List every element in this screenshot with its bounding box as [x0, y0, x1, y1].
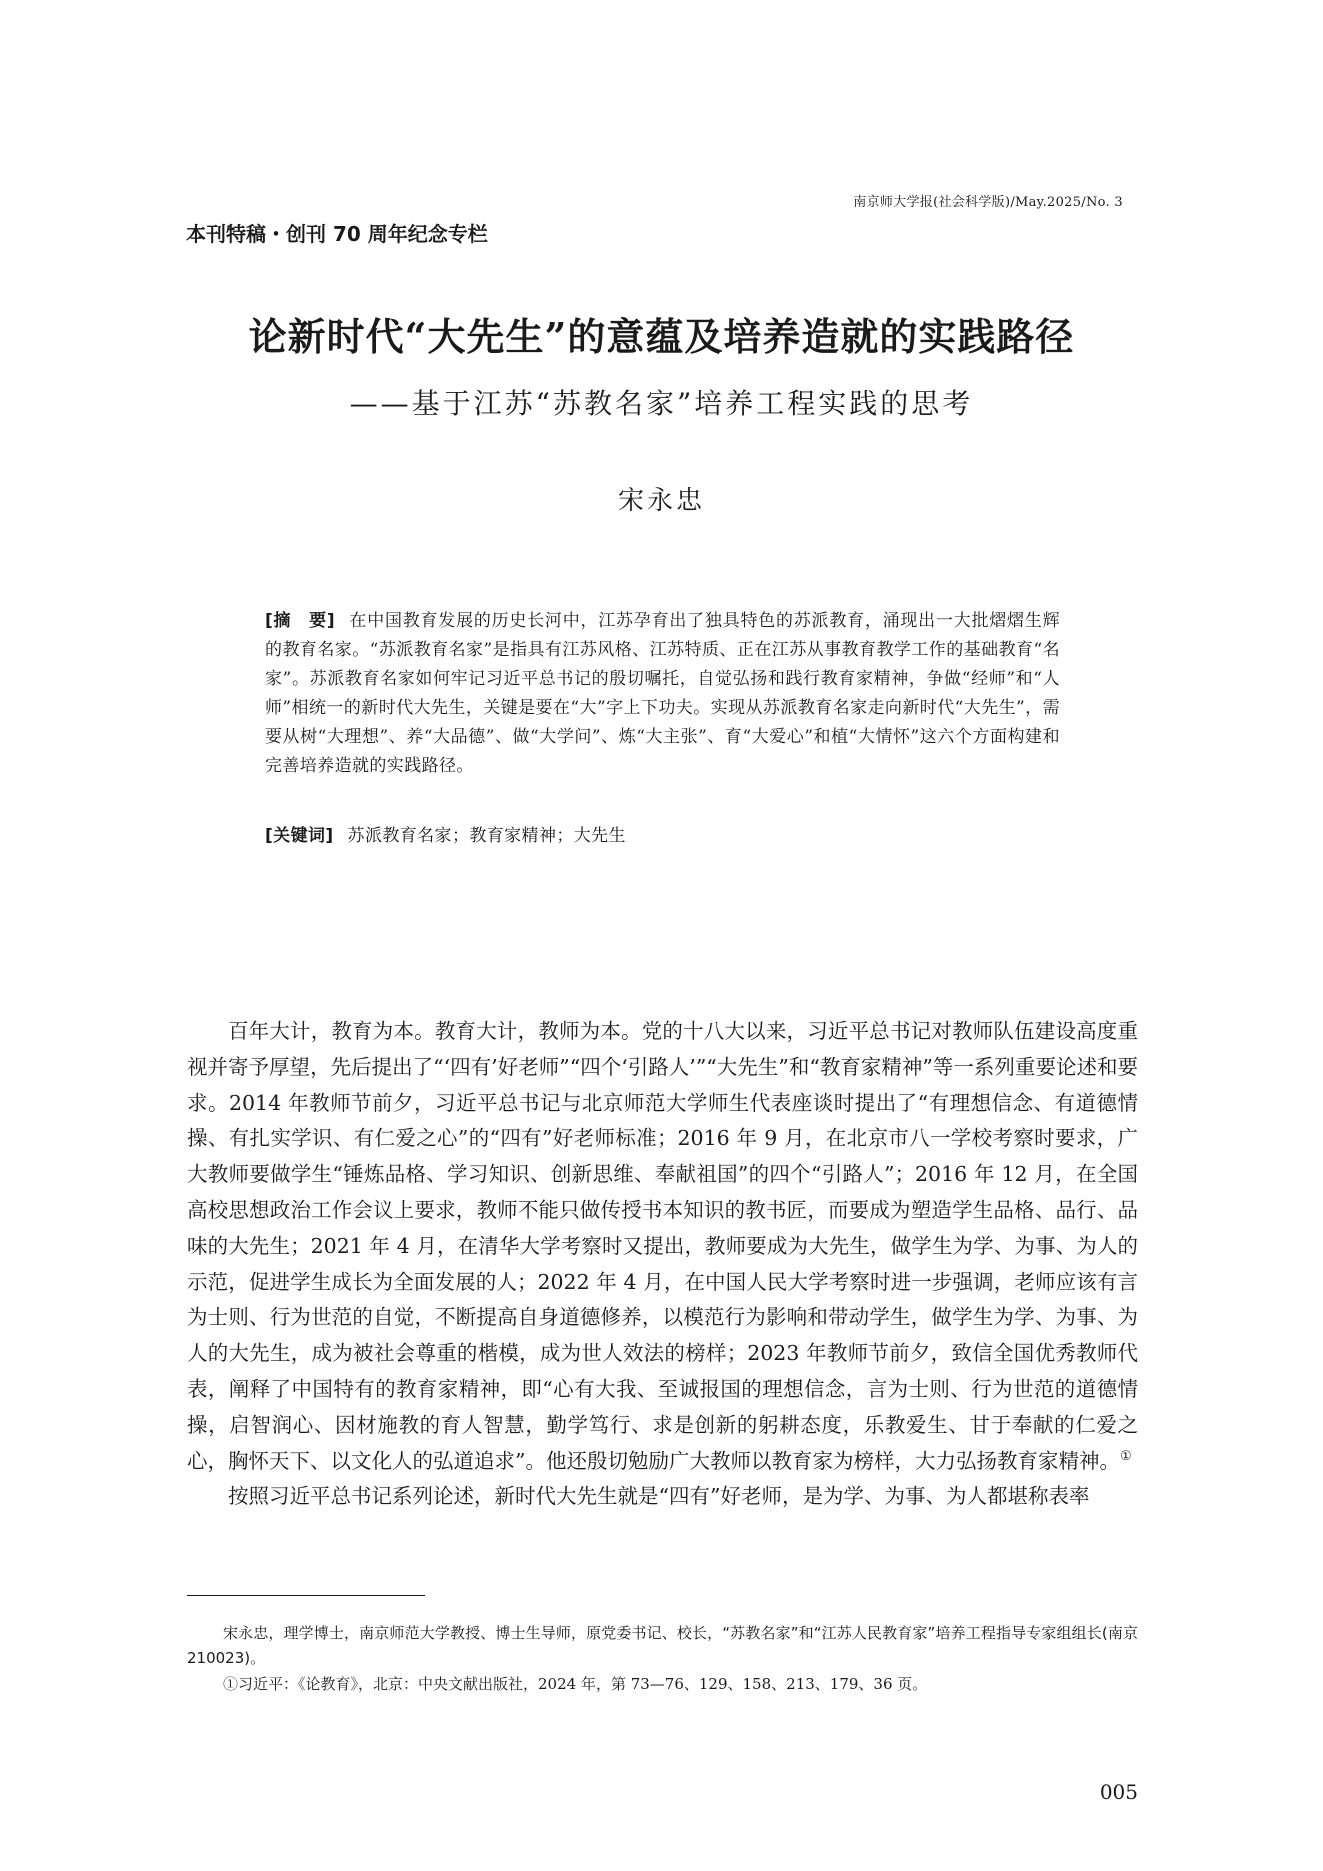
keywords — [265, 822, 1060, 851]
footnote-marker: ① — [1119, 1448, 1132, 1464]
footnote-divider — [187, 1595, 425, 1596]
journal-header: 南京师大学报(社会科学版)/May.2025/No. 3 — [853, 195, 1123, 210]
body-paragraph — [187, 1479, 1138, 1515]
keywords-text: 苏派教育名家；教育家精神；大先生 — [347, 826, 626, 846]
abstract-label: [摘 要] — [265, 611, 336, 631]
abstract-text: 在中国教育发展的历史长河中，江苏孕育出了独具特色的苏派教育，涌现出一大批熠熠生辉的教育名家。“苏派教育名家”是指具有江苏风格、江苏特质、正在江苏从事教育教学工作的基础教育“名家”。苏派教育名家如何牢记习近平总书记的殷切嘱托，自觉弘扬和践行教育家精神，争做“经师”和“人师”相统一的新时代大先生，关键是要在“大”字上下功夫。实现从苏派教育名家走向新时代“大先生”，需要从树“大理想”、养“大品德”、做“大学问”、炼“大主张”、育“大爱心”和植“大情怀”这六个方面构建和完善培养造就的实践路径。 — [265, 611, 1061, 776]
paragraph-2-text: 按照习近平总书记系列论述，新时代大先生就是“四有”好老师，是为学、为事、为人都堪称表率 — [228, 1484, 1090, 1509]
paragraph-1-text: 百年大计，教育为本。教育大计，教师为本。党的十八大以来，习近平总书记对教师队伍建设高度重视并寄予厚望，先后提出了“‘四有’好老师”“四个‘引路人’”“大先生”和“教育家精神”等一系列重要论述和要求。2014 年教师节前夕，习近平总书记与北京师范大学师生代表座谈时提出了“有理想信念、有道德情操、有扎实学识、有仁爱之心”的“四有”好老师标准；2016 年 9 月，在北京市八一学校考察时要求，广大教师要做学生“锤炼品格、学习知识、创新思维、奉献祖国”的四个“引路人”；2016 年 12 月，在全国高校思想政治工作会议上要求，教师不能只做传授书本知识的教书匠，而要成为塑造学生品格、品行、品味的大先生；2021 年 4 月，在清华大学考察时又提出，教师要成为大先生，做学生为学、为事、为人的示范，促进学生成长为全面发展的人；2022 年 4 月，在中国人民大学考察时进一步强调，老师应该有言为士则、行为世范的自觉，不断提高自身道德修养，以模范行为影响和带动学生，做学生为学、为事、为人的大先生，成为被社会尊重的楷模，成为世人效法的榜样；2023 年教师节前夕，致信全国优秀教师代表，阐释了中国特有的教育家精神，即“心有大我、至诚报国的理想信念，言为士则、行为世范的道德情操，启智润心、因材施教的育人智慧，勤学笃行、求是创新的躬耕态度，乐教爱生、甘于奉献的仁爱之心，胸怀天下、以文化人的弘道追求”。他还殷切勉励广大教师以教育家为榜样，大力弘扬教育家精神。 — [187, 1019, 1138, 1473]
keywords-label: [关键词] — [265, 826, 334, 846]
author-footnote: 宋永忠，理学博士，南京师范大学教授、博士生导师，原党委书记、校长，“苏教名家”和“江苏人民教育家”培养工程指导专家组组长(南京 210023)。 — [187, 1624, 1138, 1667]
author-name: 宋永忠 — [617, 486, 705, 516]
reference-footnote: ①习近平：《论教育》，北京：中央文献出版社，2024 年，第 73—76、129、158、213、179、36 页。 — [223, 1675, 928, 1693]
article-title: 论新时代“大先生”的意蕴及培养造就的实践路径 — [248, 314, 1075, 359]
page-number: 005 — [1099, 1780, 1138, 1804]
column-label: 本刊特稿・创刊 70 周年纪念专栏 — [186, 222, 488, 246]
article-subtitle: ——基于江苏“苏教名家”培养工程实践的思考 — [349, 387, 974, 420]
body-text — [187, 1014, 1138, 1515]
body-paragraph — [187, 1014, 1138, 1479]
abstract — [265, 607, 1060, 781]
